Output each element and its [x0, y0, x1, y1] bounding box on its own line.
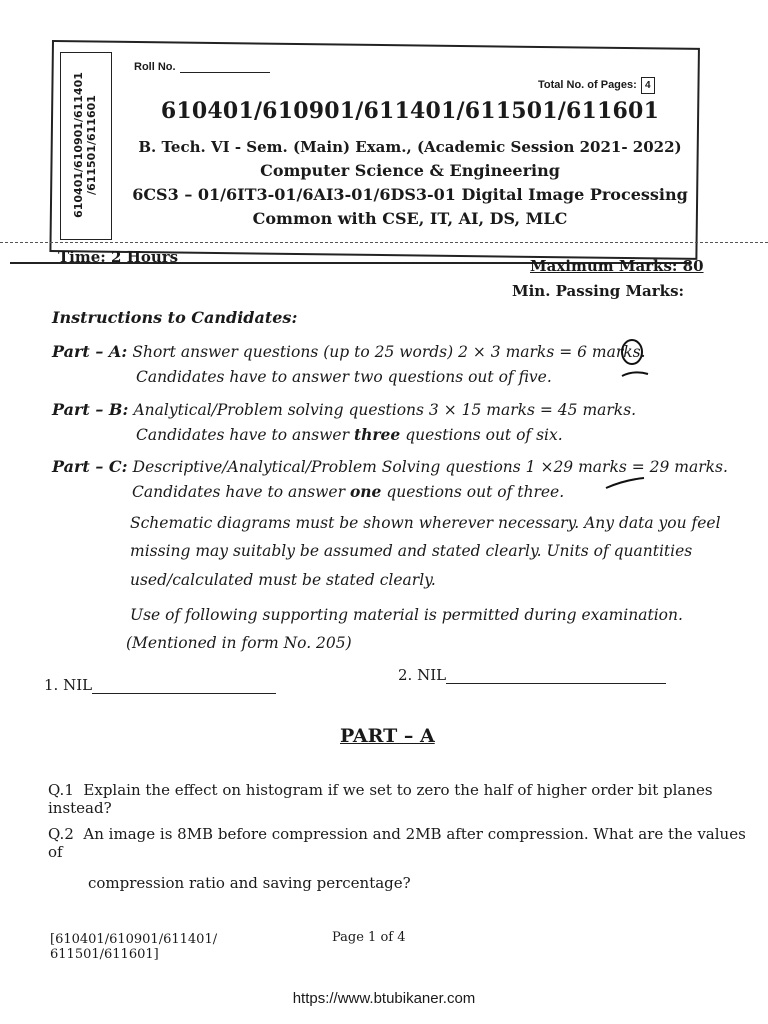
material-line2: (Mentioned in form No. 205)	[126, 634, 352, 652]
q1-label: Q.1	[48, 781, 74, 799]
min-passing-marks: Min. Passing Marks:	[512, 282, 685, 300]
exam-title: B. Tech. VI - Sem. (Main) Exam., (Academic Session 2021- 2022)	[138, 138, 682, 156]
q1-text: Explain the effect on histogram if we set to zero the half of higher order bit planes instead?	[48, 781, 713, 817]
part-a-title: PART – A	[340, 725, 435, 747]
q2-line2: compression ratio and saving percentage?	[88, 874, 411, 892]
footer-codes-line2: 611501/611601]	[50, 947, 159, 962]
roll-blank	[180, 60, 270, 73]
material-item-2-text: 2. NIL	[398, 666, 447, 684]
part-b-label: Part – B:	[52, 400, 129, 419]
maximum-marks: Maximum Marks: 80	[530, 257, 704, 275]
page-number: Page 1 of 4	[332, 930, 406, 945]
q2-label: Q.2	[48, 825, 74, 843]
material-item-1-line	[92, 679, 276, 694]
roll-label: Roll No.	[134, 61, 176, 73]
part-c-line2-post: questions out of three.	[381, 483, 565, 501]
instructions-heading: Instructions to Candidates:	[52, 308, 298, 327]
total-pages	[538, 77, 655, 94]
note-line2: missing may suitably be assumed and stated clearly. Units of quantities	[130, 542, 693, 560]
note-line1: Schematic diagrams must be shown wherever necessary. Any data you feel	[130, 514, 721, 532]
roll-number-field	[134, 60, 270, 73]
part-b-line2-pre: Candidates have to answer	[136, 426, 354, 444]
material-item-1	[44, 676, 276, 694]
footer-codes	[50, 932, 217, 962]
q2-line1: An image is 8MB before compression and 2MB after compression. What are the values of	[48, 825, 746, 861]
footer-codes-line1: [610401/610901/611401/	[50, 932, 218, 947]
part-b-line2-bold: three	[353, 425, 401, 444]
material-item-1-text: 1. NIL	[44, 676, 93, 694]
part-b-line1: Analytical/Problem solving questions 3 × 15 marks = 45 marks.	[133, 401, 637, 419]
total-pages-label: Total No. of Pages:	[538, 79, 637, 91]
paper-codes: 610401/610901/611401/611501/611601	[160, 98, 660, 124]
part-c-line2	[132, 482, 564, 501]
part-c-line2-bold: one	[349, 482, 382, 501]
subject-name: 6CS3 – 01/6IT3-01/6AI3-01/6DS3-01 Digital Image Processing	[132, 185, 688, 204]
side-codes-line1: 610401/610901/611401	[72, 72, 85, 218]
side-codes-line2: /611501/611601	[85, 95, 98, 195]
part-a-line2: Candidates have to answer two questions out of five.	[136, 368, 552, 386]
handwritten-tick-mark	[604, 474, 654, 494]
side-code-text	[60, 52, 110, 238]
question-2	[48, 825, 748, 861]
note-line3: used/calculated must be stated clearly.	[130, 571, 436, 589]
question-1	[48, 781, 748, 817]
part-b-instruction	[52, 400, 636, 419]
source-url[interactable]: https://www.btubikaner.com	[292, 990, 476, 1007]
part-c-line1: Descriptive/Analytical/Problem Solving questions 1 ×29 marks = 29 marks.	[132, 458, 728, 476]
time-allowed: Time: 2 Hours	[58, 248, 179, 266]
part-c-line2-pre: Candidates have to answer	[132, 483, 350, 501]
material-item-2	[398, 666, 666, 684]
part-c-label: Part – C:	[52, 457, 128, 476]
part-a-instruction	[52, 342, 646, 361]
part-a-label: Part – A:	[52, 342, 128, 361]
handwritten-circle-mark	[610, 336, 690, 386]
part-b-line2	[136, 425, 563, 444]
branch-name: Computer Science & Engineering	[260, 161, 560, 180]
material-item-2-line	[446, 669, 666, 684]
common-with: Common with CSE, IT, AI, DS, MLC	[252, 209, 568, 228]
dashed-separator	[0, 242, 768, 243]
material-line1: Use of following supporting material is permitted during examination.	[130, 606, 683, 624]
total-pages-value: 4	[641, 77, 655, 94]
part-b-line2-post: questions out of six.	[400, 426, 563, 444]
part-a-line1: Short answer questions (up to 25 words) 2 × 3 marks = 6 marks.	[132, 343, 646, 361]
